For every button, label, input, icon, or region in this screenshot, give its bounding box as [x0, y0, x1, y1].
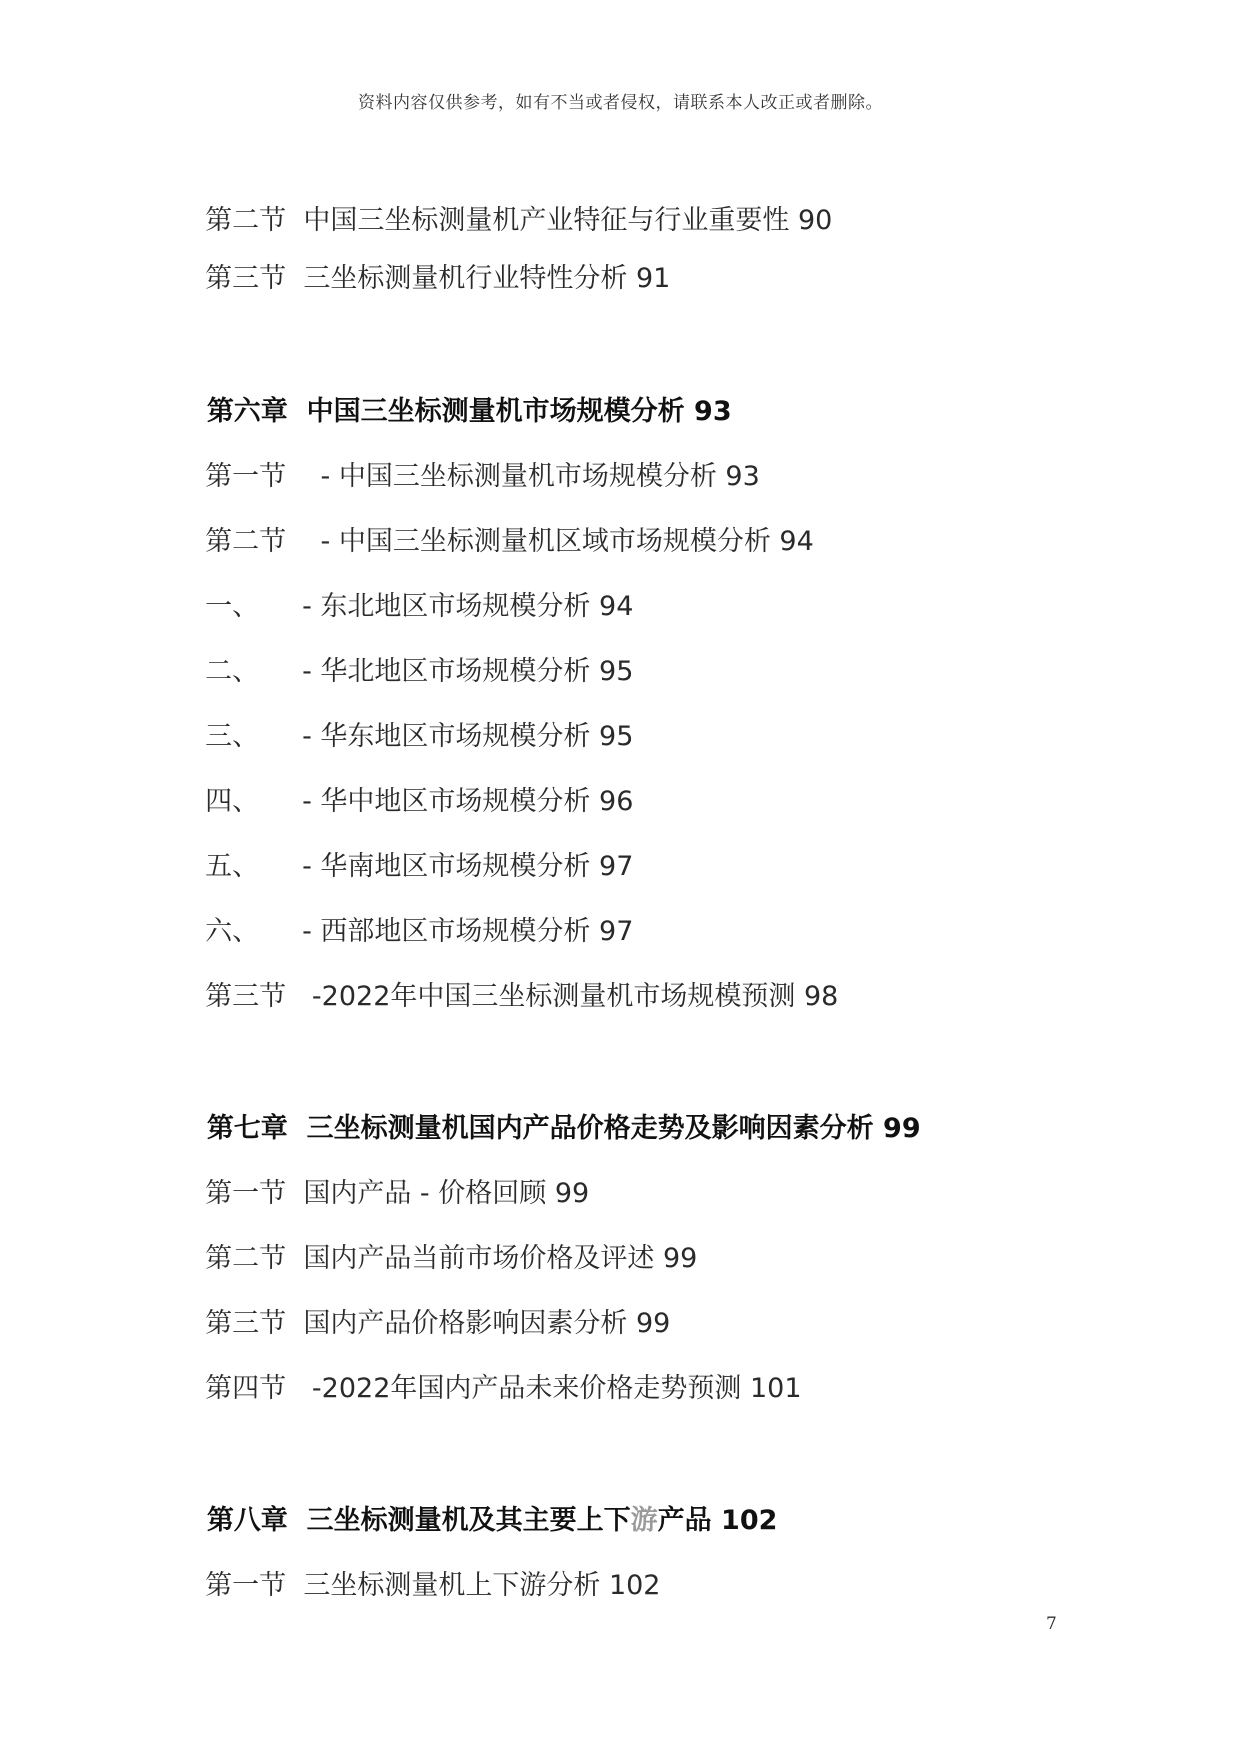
toc-entry[interactable]	[188, 813, 633, 885]
toc-chapter-title: 中国三坐标测量机市场规模分析	[306, 396, 685, 427]
toc-chapter-entry[interactable]	[188, 358, 732, 430]
toc-chapter-title-part: 三坐标测量机及其主要上下	[306, 1505, 631, 1536]
toc-title: 2022年中国三坐标测量机市场规模预测	[321, 981, 796, 1012]
toc-page: 102	[721, 1505, 778, 1536]
toc-separator	[286, 263, 303, 294]
toc-label: 第二节	[205, 1243, 287, 1274]
toc-label: 第三节	[205, 1308, 287, 1339]
toc-label: 六、	[205, 916, 260, 947]
toc-page: 97	[599, 851, 634, 882]
toc-label: 第三节	[205, 981, 287, 1012]
toc-entry[interactable]	[188, 618, 633, 690]
toc-separator: -	[286, 981, 322, 1012]
toc-page: 96	[599, 786, 634, 817]
toc-title: 东北地区市场规模分析	[320, 591, 591, 622]
toc-page: 93	[725, 461, 760, 492]
toc-label: 第一节	[205, 461, 287, 492]
toc-entry[interactable]	[188, 423, 760, 495]
toc-title: 三坐标测量机行业特性分析	[303, 263, 628, 294]
toc-label: 三、	[205, 721, 260, 752]
toc-entry[interactable]	[188, 225, 670, 297]
toc-label: 第四节	[205, 1373, 287, 1404]
toc-title: 中国三坐标测量机产业特征与行业重要性	[303, 205, 790, 236]
toc-chapter-title-highlight: 游	[630, 1505, 658, 1536]
toc-chapter-title-part: 产品	[657, 1505, 712, 1536]
toc-label: 一、	[205, 591, 260, 622]
toc-entry[interactable]	[188, 488, 814, 560]
toc-entry[interactable]	[188, 1140, 589, 1212]
toc-page: 90	[797, 205, 833, 236]
toc-chapter-label: 第六章	[206, 396, 288, 427]
toc-separator: -	[286, 1373, 322, 1404]
disclaimer-header: 资料内容仅供参考，如有不当或者侵权，请联系本人改正或者删除。	[358, 93, 883, 113]
toc-chapter-title: 三坐标测量机国内产品价格走势及影响因素分析	[306, 1113, 874, 1144]
toc-title: 华南地区市场规模分析	[320, 851, 591, 882]
toc-separator: -	[259, 591, 321, 622]
toc-title: 三坐标测量机上下游分析	[303, 1570, 601, 1601]
toc-page: 98	[803, 981, 839, 1012]
toc-page: 99	[662, 1243, 698, 1274]
toc-chapter-label: 第八章	[206, 1505, 288, 1536]
toc-title: 国内产品当前市场价格及评述	[303, 1243, 655, 1274]
toc-chapter-entry[interactable]	[188, 1467, 777, 1539]
toc-separator: -	[259, 851, 321, 882]
toc-entry[interactable]	[188, 553, 633, 625]
toc-entry[interactable]	[188, 1532, 660, 1604]
page-number: 7	[1046, 1614, 1057, 1634]
toc-title: 2022年国内产品未来价格走势预测	[321, 1373, 742, 1404]
toc-separator: -	[259, 786, 321, 817]
toc-label: 五、	[205, 851, 260, 882]
toc-page: 95	[599, 721, 634, 752]
toc-title: 华北地区市场规模分析	[320, 656, 591, 687]
toc-label: 第二节	[205, 205, 287, 236]
toc-title: 华东地区市场规模分析	[320, 721, 591, 752]
toc-separator: -	[259, 721, 321, 752]
toc-label: 四、	[205, 786, 260, 817]
toc-label: 二、	[205, 656, 260, 687]
toc-page: 102	[608, 1570, 661, 1601]
toc-label: 第二节	[205, 526, 287, 557]
toc-entry[interactable]	[188, 878, 633, 950]
toc-separator: -	[259, 656, 321, 687]
toc-page: 95	[599, 656, 634, 687]
toc-page: 101	[749, 1373, 802, 1404]
toc-title: 西部地区市场规模分析	[320, 916, 591, 947]
toc-entry[interactable]	[188, 683, 633, 755]
toc-chapter-label: 第七章	[206, 1113, 288, 1144]
toc-title: 国内产品价格影响因素分析	[303, 1308, 628, 1339]
toc-page: 99	[635, 1308, 671, 1339]
toc-entry[interactable]	[188, 1335, 802, 1407]
toc-title: 华中地区市场规模分析	[320, 786, 591, 817]
toc-page: 94	[599, 591, 634, 622]
toc-separator: -	[286, 526, 339, 557]
toc-title: 国内产品 - 价格回顾	[303, 1178, 547, 1209]
toc-separator: -	[286, 461, 339, 492]
toc-entry[interactable]	[188, 1270, 670, 1342]
toc-entry[interactable]	[188, 1205, 697, 1277]
toc-label: 第一节	[205, 1570, 287, 1601]
toc-separator: -	[259, 916, 321, 947]
toc-page: 91	[635, 263, 671, 294]
toc-chapter-entry[interactable]	[188, 1075, 921, 1147]
toc-entry[interactable]	[188, 943, 838, 1015]
toc-page: 93	[694, 396, 732, 427]
toc-page: 99	[883, 1113, 921, 1144]
toc-page: 99	[554, 1178, 590, 1209]
toc-page: 94	[779, 526, 814, 557]
toc-entry[interactable]	[188, 748, 633, 820]
toc-page: 97	[599, 916, 634, 947]
toc-title: 中国三坐标测量机市场规模分析	[338, 461, 717, 492]
toc-separator	[286, 1570, 303, 1601]
toc-label: 第一节	[205, 1178, 287, 1209]
toc-title: 中国三坐标测量机区域市场规模分析	[338, 526, 771, 557]
toc-label: 第三节	[205, 263, 287, 294]
